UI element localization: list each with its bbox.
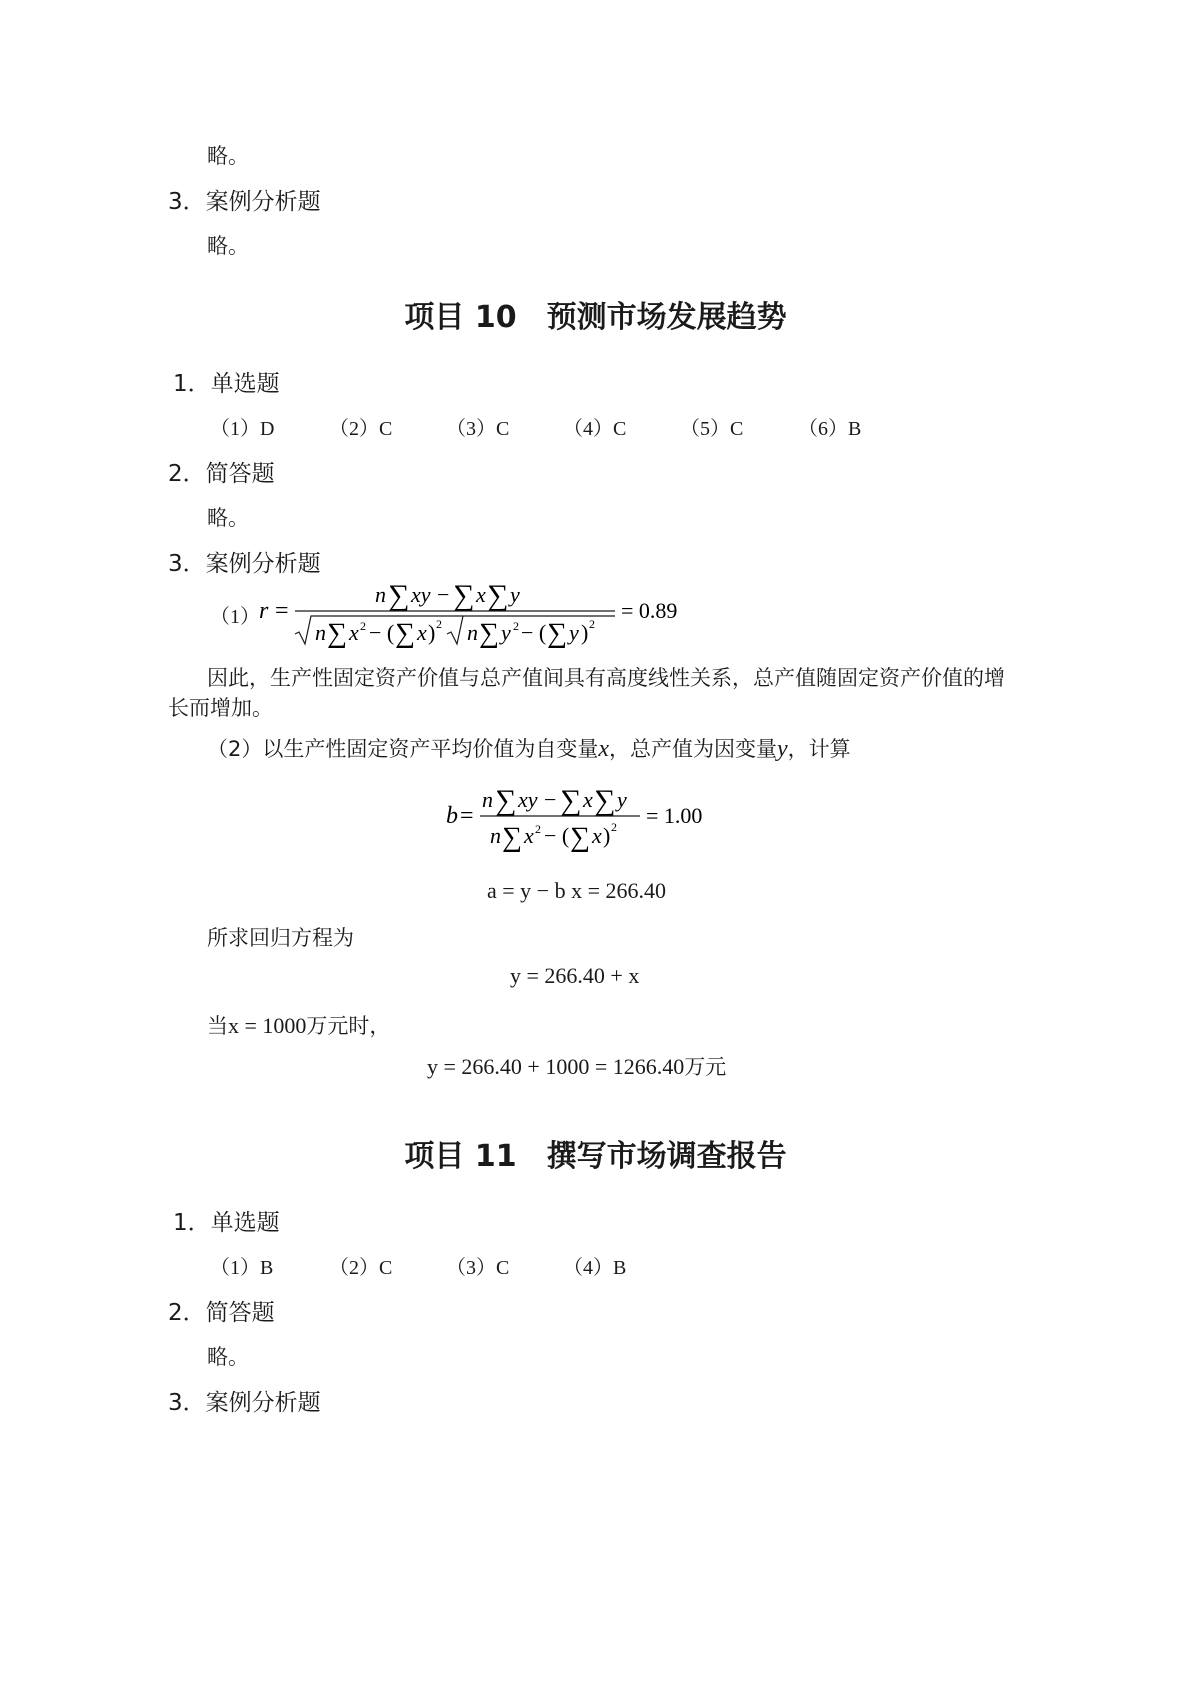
- p10-answer-4: （4）C: [563, 418, 627, 440]
- svg-text:x: x: [592, 823, 602, 848]
- p11-short-answer-text: 略。: [207, 1345, 249, 1369]
- svg-text:n: n: [490, 823, 501, 848]
- regression-equation: y = 266.40 + x: [510, 963, 640, 988]
- when-equation: x = 1000: [228, 1013, 307, 1038]
- q2-var-y: y: [777, 736, 788, 762]
- p11-answer-3: （3）C: [446, 1257, 510, 1279]
- q2-var-x: x: [598, 736, 610, 762]
- p10-answer-5: （5）C: [680, 418, 744, 440]
- svg-text:∑: ∑: [560, 784, 582, 817]
- svg-text:n: n: [467, 620, 478, 645]
- svg-text:n: n: [482, 787, 493, 812]
- svg-text:): ): [603, 823, 611, 848]
- p10-answer-6: （6）B: [798, 418, 862, 440]
- p11-section-single-choice: 1．单选题: [173, 1210, 280, 1236]
- svg-text:=: =: [275, 598, 289, 624]
- p11-answer-2: （2）C: [329, 1257, 393, 1279]
- svg-text:2: 2: [513, 619, 519, 633]
- svg-text:2: 2: [436, 617, 442, 631]
- slope-formula: [440, 783, 720, 853]
- result-line: [427, 1051, 726, 1081]
- svg-text:2: 2: [360, 619, 366, 633]
- svg-text:∑: ∑: [547, 618, 567, 649]
- r-value: = 0.89: [621, 598, 678, 623]
- result-equation: y = 266.40 + 1000 = 1266.40: [427, 1054, 685, 1079]
- p10-answer-2: （2）C: [329, 418, 393, 440]
- p10-section-case-analysis: 3．案例分析题: [168, 551, 321, 577]
- svg-text:y: y: [501, 620, 511, 645]
- svg-text:∑: ∑: [570, 822, 590, 853]
- p10-answer-3: （3）C: [446, 418, 510, 440]
- svg-text:x: x: [476, 582, 486, 607]
- svg-text:∑: ∑: [487, 579, 509, 612]
- q1-label: （1）: [210, 606, 260, 628]
- svg-text:∑: ∑: [502, 822, 522, 853]
- p10-section-single-choice: 1．单选题: [173, 371, 280, 397]
- text-lue-1: 略。: [207, 144, 249, 168]
- when-text: [207, 1010, 390, 1040]
- q2-prefix: （2）以生产性固定资产平均价值为自变量: [207, 737, 599, 761]
- svg-text:− (: − (: [369, 620, 395, 645]
- svg-text:2: 2: [611, 820, 617, 834]
- result-unit: 万元: [684, 1055, 727, 1079]
- conclusion-line-2: 长而增加。: [168, 696, 273, 720]
- svg-text:∑: ∑: [479, 618, 499, 649]
- svg-text:∑: ∑: [594, 784, 616, 817]
- svg-text:xy: xy: [411, 582, 431, 607]
- svg-text:y: y: [510, 582, 520, 607]
- correlation-formula: [255, 578, 695, 650]
- svg-text:xy: xy: [518, 787, 538, 812]
- svg-text:b: b: [446, 803, 458, 829]
- svg-text:2: 2: [589, 617, 595, 631]
- svg-text:x: x: [583, 787, 593, 812]
- p11-section-case-analysis: 3．案例分析题: [168, 1390, 321, 1416]
- p11-answer-4: （4）B: [563, 1257, 627, 1279]
- svg-text:=: =: [460, 803, 474, 829]
- p11-section-short-answer: 2．简答题: [168, 1300, 275, 1326]
- svg-text:−: −: [437, 582, 450, 607]
- project-11-title: 项目 11 撰写市场调查报告: [404, 1139, 787, 1174]
- when-suffix: 万元时，: [306, 1014, 391, 1038]
- svg-text:): ): [428, 620, 436, 645]
- svg-text:− (: − (: [544, 823, 570, 848]
- svg-text:∑: ∑: [327, 618, 347, 649]
- svg-text:y: y: [617, 787, 627, 812]
- svg-text:2: 2: [535, 822, 541, 836]
- p10-answer-1: （1）D: [210, 418, 275, 440]
- svg-text:− (: − (: [521, 620, 547, 645]
- svg-text:∑: ∑: [388, 579, 410, 612]
- svg-text:∑: ∑: [453, 579, 475, 612]
- svg-text:x: x: [524, 823, 534, 848]
- q2-text: [207, 733, 851, 763]
- svg-text:n: n: [315, 620, 326, 645]
- text-lue-2: 略。: [207, 234, 249, 258]
- svg-text:−: −: [544, 787, 557, 812]
- q2-suffix: ，计算: [787, 737, 851, 761]
- q2-mid: ，总产值为因变量: [609, 737, 778, 761]
- svg-text:x: x: [349, 620, 359, 645]
- p11-answer-1: （1）B: [210, 1257, 274, 1279]
- svg-text:): ): [581, 620, 589, 645]
- svg-text:∑: ∑: [395, 618, 415, 649]
- regression-intro: 所求回归方程为: [207, 926, 354, 950]
- svg-text:∑: ∑: [495, 784, 517, 817]
- svg-text:n: n: [375, 582, 386, 607]
- svg-text:x: x: [417, 620, 427, 645]
- svg-text:y: y: [569, 620, 579, 645]
- when-prefix: 当: [207, 1014, 228, 1038]
- section-heading-case-analysis: 3．案例分析题: [168, 189, 321, 215]
- svg-text:r: r: [259, 598, 269, 624]
- p10-short-answer-text: 略。: [207, 506, 249, 530]
- conclusion-line-1: 因此，生产性固定资产价值与总产值间具有高度线性关系，总产值随固定资产价值的增: [207, 666, 1005, 690]
- project-10-title: 项目 10 预测市场发展趋势: [404, 300, 787, 335]
- p10-section-short-answer: 2．简答题: [168, 461, 275, 487]
- b-value: = 1.00: [646, 803, 703, 828]
- intercept-equation: a = y − b x = 266.40: [487, 878, 666, 903]
